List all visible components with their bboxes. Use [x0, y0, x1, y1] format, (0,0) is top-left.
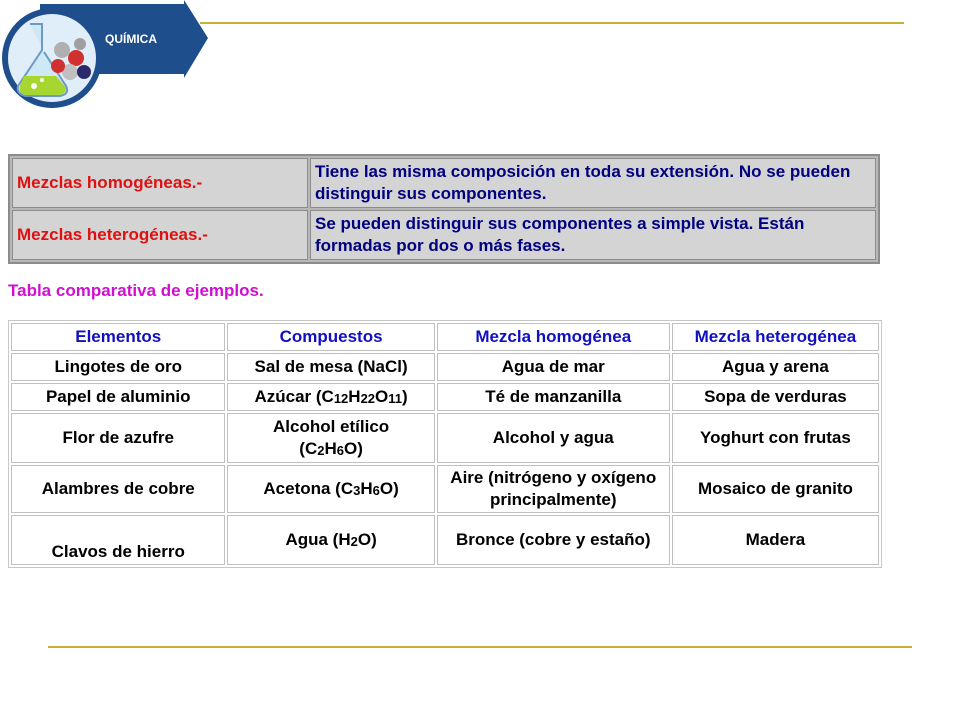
table-cell: Madera [672, 515, 879, 565]
column-header: Compuestos [227, 323, 434, 351]
table-header-row [11, 323, 879, 351]
table-row [11, 383, 879, 411]
formula-subscript: 12 [333, 390, 349, 406]
formula-text: O) [379, 478, 399, 498]
definition-term: Mezclas heterogéneas.- [12, 210, 308, 260]
formula-text: H [360, 478, 373, 498]
table-cell: Alcohol y agua [437, 413, 670, 463]
table-cell: Bronce (cobre y estaño) [437, 515, 670, 565]
definition-description: Tiene las misma composición en toda su extensión. No se pueden distinguir sus componentes. [310, 158, 876, 208]
formula-text: H [348, 386, 361, 406]
table-cell: Lingotes de oro [11, 353, 225, 381]
formula-text: Acetona (C [263, 478, 354, 498]
chemistry-banner [0, 0, 215, 110]
formula-subscript: 6 [336, 442, 344, 458]
table-row [11, 515, 879, 565]
formula-text: O) [343, 438, 363, 458]
table-cell: Sopa de verduras [672, 383, 879, 411]
table-cell: Té de manzanilla [437, 383, 670, 411]
formula-subscript: 11 [388, 390, 403, 406]
definition-term: Mezclas homogéneas.- [12, 158, 308, 208]
column-header: Mezcla heterogénea [672, 323, 879, 351]
table-cell: Clavos de hierro [11, 515, 225, 565]
table-row [11, 353, 879, 381]
formula-text: O) [357, 529, 377, 549]
table-cell: Alambres de cobre [11, 465, 225, 513]
comparison-title: Tabla comparativa de ejemplos. [8, 281, 264, 300]
table-cell-formula [227, 465, 434, 513]
formula-subscript: 2 [317, 442, 325, 458]
formula-text: O [375, 386, 389, 406]
formula-text: (C [299, 438, 318, 458]
comparison-table [8, 320, 882, 568]
formula-text: Azúcar (C [254, 386, 334, 406]
formula-subscript: 6 [372, 482, 380, 498]
definition-row [12, 210, 876, 260]
table-cell-formula [227, 515, 434, 565]
table-cell-formula [227, 413, 434, 463]
table-row [11, 465, 879, 513]
formula-text: Agua (H [285, 529, 351, 549]
table-cell: Sal de mesa (NaCl) [227, 353, 434, 381]
table-cell: Papel de aluminio [11, 383, 225, 411]
definition-description: Se pueden distinguir sus componentes a simple vista. Están formadas por dos o más fases. [310, 210, 876, 260]
formula-subscript: 3 [353, 482, 361, 498]
table-cell-formula [227, 383, 434, 411]
table-cell: Aire (nitrógeno y oxígeno principalmente) [437, 465, 670, 513]
formula-subscript: 2 [350, 533, 358, 549]
formula-text: Alcohol etílico [272, 416, 390, 436]
table-cell: Agua de mar [437, 353, 670, 381]
table-cell: Flor de azufre [11, 413, 225, 463]
table-cell: Yoghurt con frutas [672, 413, 879, 463]
column-header: Elementos [11, 323, 225, 351]
formula-text: ) [402, 386, 408, 406]
header-divider [200, 22, 904, 24]
table-cell: Mosaico de granito [672, 465, 879, 513]
table-row [11, 413, 879, 463]
definitions-table [8, 154, 880, 264]
column-header: Mezcla homogénea [437, 323, 670, 351]
section-label: QUÍMICA [105, 32, 157, 46]
formula-text: H [324, 438, 337, 458]
table-cell: Agua y arena [672, 353, 879, 381]
formula-subscript: 22 [360, 390, 376, 406]
footer-divider [48, 646, 912, 648]
definition-row [12, 158, 876, 208]
